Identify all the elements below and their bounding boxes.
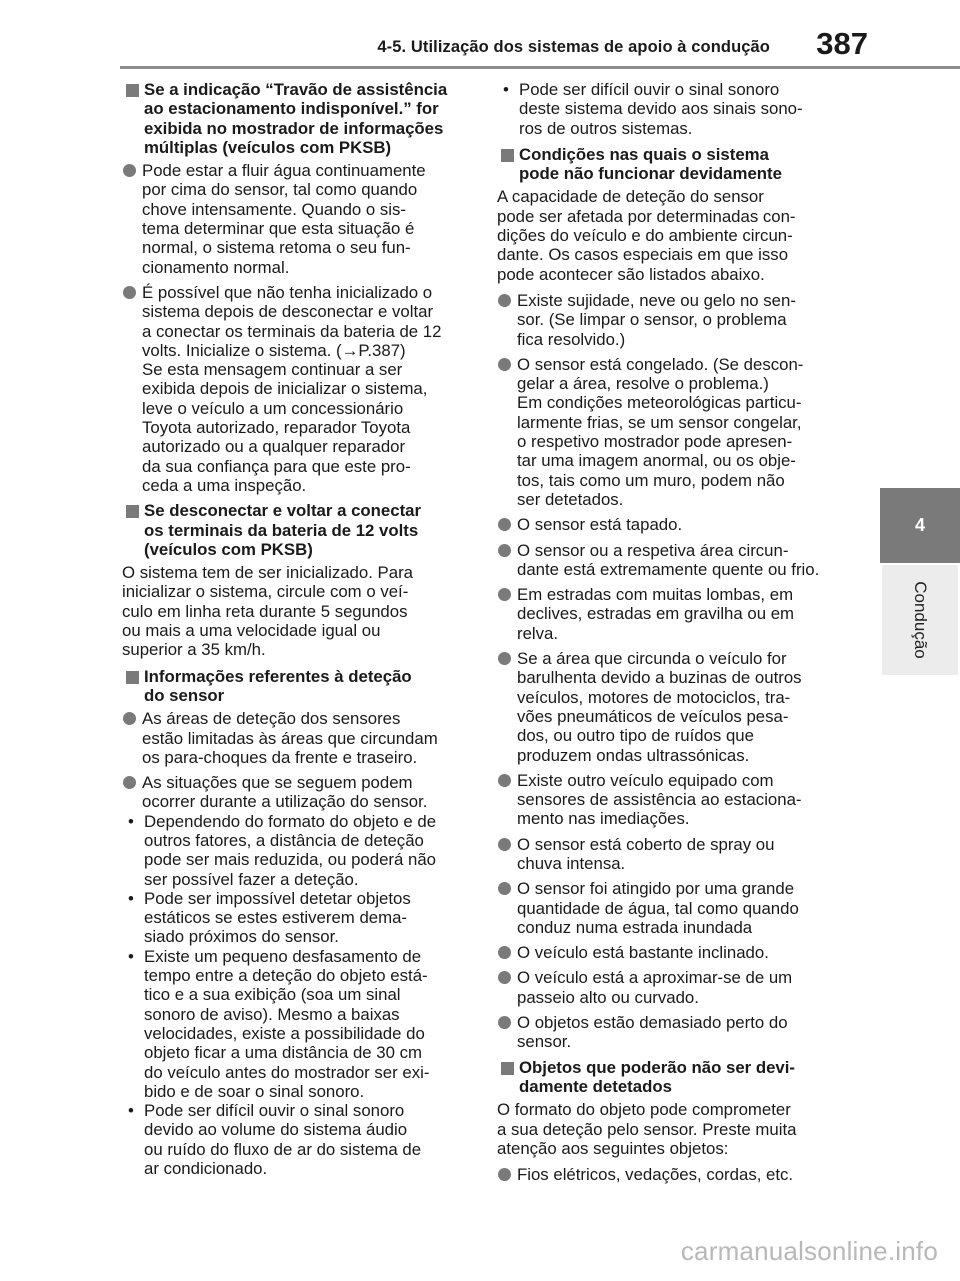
bullet-bumpy-roads: Em estradas com muitas lombas, em declives, estradas em gravilha ou em relva.: [497, 585, 842, 643]
heading-pksb-unavailable: Se a indicação “Travão de assistência ao estacionamento indisponível.” for exibida no mostrador de informações múltiplas (veículos com PKSB): [122, 80, 467, 157]
sub-bullet-shape: • Dependendo do formato do objeto e de outros fatores, a distância de deteção pode ser mais reduzida, ou poderá não ser possível fazer a deteção.: [122, 812, 467, 889]
bullet-detection-areas: As áreas de deteção dos sensores estão limitadas às áreas que circundam os para-choques da frente e traseiro.: [122, 709, 467, 767]
sub-bullet-other-systems: • Pode ser difícil ouvir o sinal sonoro deste sistema devido aos sinais sono- ros de outros sistemas.: [497, 80, 842, 138]
watermark: carmanualsonline.info: [680, 1236, 938, 1266]
header-rule: [120, 66, 960, 69]
bullet-temperature: O sensor ou a respetiva área circun- dante está extremamente quente ou frio.: [497, 541, 842, 580]
section-title: 4-5. Utilização dos sistemas de apoio à condução: [377, 38, 770, 56]
heading-battery-reconnect: Se desconectar e voltar a conectar os terminais da bateria de 12 volts (veículos com PKSB): [122, 501, 467, 559]
bullet-water-flow: Pode estar a fluir água continuamente por cima do sensor, tal como quando chove intensamente. Quando o sis- tema determinar que esta situação é normal, o sistema retoma o seu fun- cionamento normal.: [122, 161, 467, 277]
bullet-wires-fences: Fios elétricos, vedações, cordas, etc.: [497, 1165, 842, 1184]
page-number: 387: [816, 26, 868, 61]
chapter-label-box: [882, 565, 958, 675]
bullet-curb: O veículo está a aproximar-se de um passeio alto ou curvado.: [497, 968, 842, 1007]
paragraph-object-shape: O formato do objeto pode comprometer a sua deteção pelo sensor. Preste muita atenção aos seguintes objetos:: [497, 1100, 797, 1158]
paragraph-conditions: A capacidade de deteção do sensor pode ser afetada por determinadas con- dições do veículo e do ambiente circun- dante. Os casos especiais em que isso pode acontecer são listados abaixo.: [497, 187, 796, 284]
bullet-water-hit: O sensor foi atingido por uma grande quantidade de água, tal como quando conduz numa estrada inundada: [497, 879, 842, 937]
bullet-noisy-area: Se a área que circunda o veículo for barulhenta devido a buzinas de outros veículos, motores de motociclos, tra- vões pneumáticos de veículos pesa- dos, ou outro tipo de ruídos que produzem ondas ultrassónicas.: [497, 649, 842, 765]
chapter-number: 4: [914, 515, 925, 535]
heading-undetected-objects: Objetos que poderão não ser devi- damente detetados: [497, 1058, 842, 1097]
bullet-too-close: O objetos estão demasiado perto do sensor.: [497, 1013, 842, 1052]
bullet-situations: As situações que se seguem podem ocorrer durante a utilização do sensor.: [122, 773, 467, 812]
bullet-spray: O sensor está coberto de spray ou chuva intensa.: [497, 835, 842, 874]
sub-bullet-audio-volume: • Pode ser difícil ouvir o sinal sonoro devido ao volume do sistema áudio ou ruído do fluxo de ar do sistema de ar condicionado.: [122, 1101, 467, 1178]
sub-bullet-delay: • Existe um pequeno desfasamento de tempo entre a deteção do objeto está- tico e a sua exibição (soa um sinal sonoro de aviso). Mesmo a baixas velocidades, existe a possibilidade do objeto ficar a uma distância de 30 cm do veículo antes do mostrador ser exi- bido e de soar o sinal sonoro.: [122, 947, 467, 1101]
bullet-dirt-snow: Existe sujidade, neve ou gelo no sen- sor. (Se limpar o sensor, o problema fica resolvido.): [497, 291, 842, 349]
chapter-tab[interactable]: [880, 488, 960, 563]
left-column: [122, 80, 467, 1178]
paragraph-initialize: O sistema tem de ser inicializado. Para inicializar o sistema, circule com o veí- culo em linha reta durante 5 segundos ou mais a uma velocidade igual ou superior a 35 km/h.: [122, 563, 413, 660]
bullet-covered: O sensor está tapado.: [497, 515, 842, 534]
bullet-inclined: O veículo está bastante inclinado.: [497, 943, 842, 962]
bullet-other-vehicle: Existe outro veículo equipado com sensores de assistência ao estaciona- mento nas imediações.: [497, 771, 842, 829]
right-column: [497, 80, 842, 1190]
heading-conditions: Condições nas quais o sistema pode não funcionar devidamente: [497, 145, 842, 184]
sub-bullet-static-objects: • Pode ser impossível detetar objetos estáticos se estes estiverem dema- siado próximos do sensor.: [122, 889, 467, 947]
bullet-frozen: O sensor está congelado. (Se descon- gelar a área, resolve o problema.) Em condições meteorológicas particu- larmente frias, se um sensor congelar, o respetivo mostrador pode apresen- tar uma imagem anormal, ou os obje- tos, tais como um muro, podem não ser detetados.: [497, 355, 842, 509]
heading-sensor-detection: Informações referentes à deteção do sensor: [122, 667, 467, 706]
page-header: [0, 0, 960, 70]
bullet-not-initialized: É possível que não tenha inicializado o sistema depois de desconectar e voltar a conectar os terminais da bateria de 12 volts. Inicialize o sistema. (→P.387) Se esta mensagem continuar a ser exibida depois de inicializar o sistema, leve o veículo a um concessionário Toyota autorizado, reparador Toyota autorizado ou a qualquer reparador da sua confiança para que este pro- ceda a uma inspeção.: [122, 283, 467, 495]
chapter-label: Condução: [911, 581, 930, 659]
